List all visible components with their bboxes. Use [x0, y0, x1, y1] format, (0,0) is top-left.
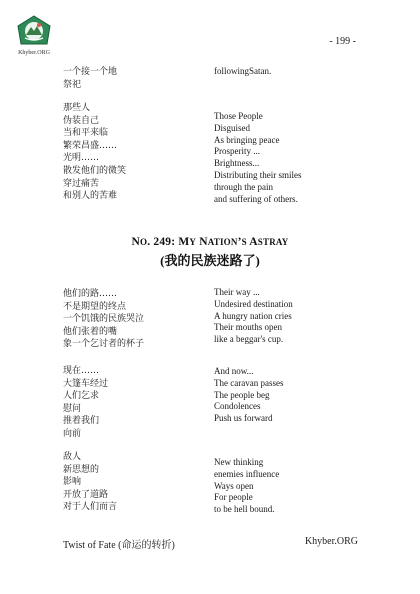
- verse-line: Disguised: [214, 122, 250, 133]
- verse-line: 向前: [63, 428, 82, 439]
- verse-line: The people beg: [214, 389, 270, 400]
- footer-book-title: Twist of Fate (命运的转折): [63, 540, 175, 551]
- verse-line: 祭祀: [63, 79, 82, 90]
- verse-line: 伪装自己: [63, 115, 100, 126]
- stanza-5-english: [214, 457, 279, 516]
- verse-line: 大篷车经过: [63, 378, 109, 389]
- verse-line: 穿过痛苦: [63, 178, 100, 189]
- logo-emblem-icon: [14, 14, 54, 50]
- verse-line: 现在……: [63, 366, 100, 376]
- verse-line: 开放了道路: [63, 489, 109, 500]
- verse-line: For people: [214, 492, 253, 503]
- verse-line: 他们张着的嘴: [63, 326, 118, 337]
- verse-line: Brightness...: [214, 158, 260, 169]
- verse-line: As bringing peace: [214, 134, 280, 145]
- verse-line: Ways open: [214, 480, 254, 491]
- verse-line: through the pain: [214, 181, 273, 192]
- verse-line: Undesired destination: [214, 298, 293, 309]
- verse-line: 当和平来临: [63, 128, 109, 139]
- verse-line: Those People: [214, 111, 263, 121]
- verse-line: 散发他们的微笑: [63, 165, 127, 176]
- stanza-4-english: [214, 366, 283, 425]
- poem-subtitle: (我的民族迷路了): [160, 253, 260, 268]
- verse-line: 一个接一个地: [63, 67, 118, 77]
- verse-line: enemies influence: [214, 468, 280, 479]
- khyber-logo: [14, 14, 54, 58]
- verse-line: 繁荣昌盛……: [63, 140, 118, 151]
- verse-line: 象一个乞讨者的杯子: [63, 339, 145, 350]
- verse-line: 对于人们而言: [63, 502, 118, 513]
- verse-line: 不是期望的终点: [63, 301, 127, 312]
- stanza-1-chinese: [63, 66, 117, 91]
- stanza-3-english: [214, 287, 293, 346]
- poem-title: NO. 249: MY NATION’S ASTRAY: [131, 236, 289, 248]
- verse-line: like a beggar's cup.: [214, 334, 284, 345]
- verse-line: 一个饥饿的民族哭泣: [63, 314, 145, 325]
- verse-line: 敌人: [63, 452, 82, 462]
- verse-line: and suffering of others.: [214, 193, 298, 204]
- stanza-3-chinese: [63, 288, 144, 351]
- verse-line: 光明……: [63, 153, 100, 164]
- stanza-2-chinese: [63, 102, 126, 203]
- verse-line: Condolences: [214, 401, 261, 412]
- verse-line: 影响: [63, 477, 82, 488]
- verse-line: followingSatan.: [214, 66, 272, 76]
- verse-line: Their way ...: [214, 287, 260, 297]
- verse-line: 新思想的: [63, 464, 100, 475]
- verse-line: And now...: [214, 366, 254, 376]
- verse-line: 他们的路……: [63, 289, 118, 299]
- stanza-1-english: [214, 66, 271, 78]
- stanza-4-chinese: [63, 365, 108, 441]
- verse-line: New thinking: [214, 457, 264, 467]
- verse-line: to be hell bound.: [214, 504, 275, 515]
- footer-site-name: Khyber.ORG: [304, 536, 358, 547]
- stanza-5-chinese: [63, 451, 117, 514]
- stanza-2-english: [214, 111, 302, 205]
- verse-line: Their mouths open: [214, 322, 282, 333]
- verse-line: 人们乞求: [63, 391, 100, 402]
- verse-line: Prosperity ...: [214, 146, 260, 157]
- verse-line: 推着我们: [63, 416, 100, 427]
- verse-line: Push us forward: [214, 413, 273, 424]
- verse-line: 和别人的苦难: [63, 191, 118, 202]
- verse-line: 慰问: [63, 403, 82, 414]
- verse-line: 那些人: [63, 103, 91, 113]
- verse-line: The caravan passes: [214, 377, 284, 388]
- logo-text: Khyber.ORG: [18, 50, 50, 56]
- page-number: - 199 -: [329, 36, 356, 47]
- verse-line: A hungry nation cries: [214, 310, 292, 321]
- verse-line: Distributing their smiles: [214, 169, 302, 180]
